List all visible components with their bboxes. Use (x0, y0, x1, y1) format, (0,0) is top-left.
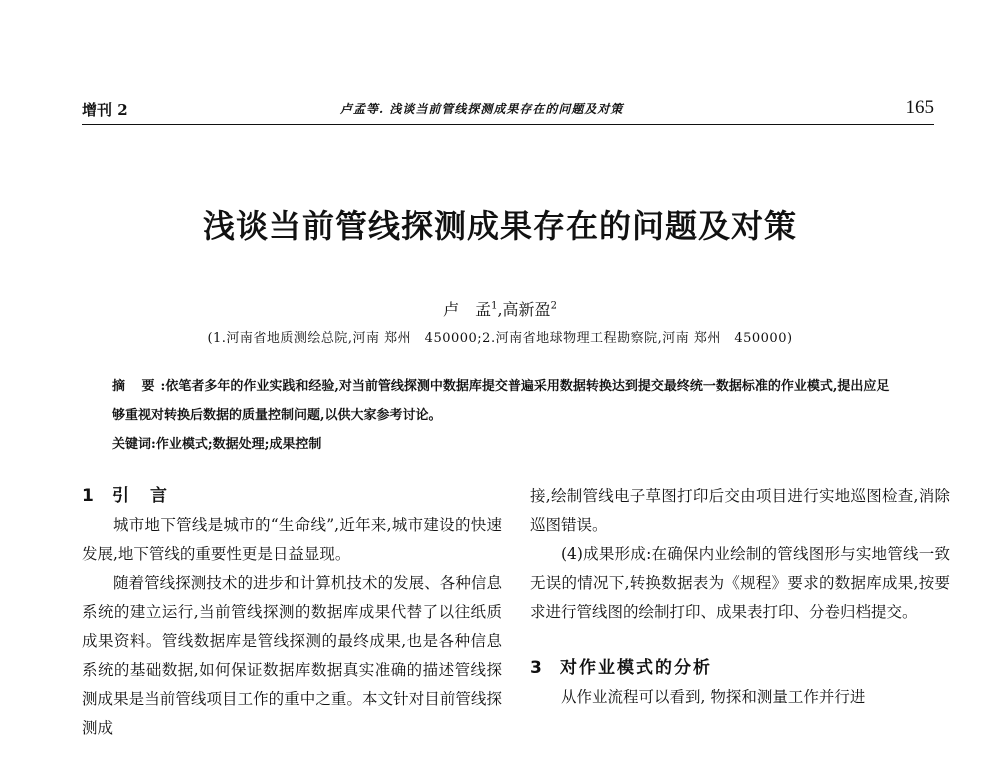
keywords (112, 430, 902, 459)
author-name: 高新盈 (502, 300, 551, 319)
page-number: 165 (905, 97, 934, 118)
section-heading (82, 482, 502, 511)
paragraph: (4)成果形成:在确保内业绘制的管线图形与实地管线一致无误的情况下,转换数据表为《规程》要求的数据库成果,按要求进行管线图的绘制打印、成果表打印、分卷归档提交。 (530, 545, 950, 621)
author-name: 卢 孟 (443, 300, 492, 319)
section-number: 3 (530, 658, 544, 678)
author-separator: , (497, 300, 503, 319)
author-affil-mark: 2 (550, 300, 557, 312)
section-gap (530, 627, 950, 654)
section-title: 对作业模式的分析 (560, 658, 712, 678)
section-number: 1 (82, 486, 96, 506)
header-rule (82, 124, 934, 125)
section-title: 引 言 (112, 486, 169, 506)
author-line (0, 297, 1000, 320)
running-title: 卢孟等. 浅谈当前管线探测成果存在的问题及对策 (340, 102, 624, 116)
author-affil-mark: 1 (491, 300, 498, 312)
keywords-label: 关键词 (112, 437, 152, 452)
abstract-text: :依笔者多年的作业实践和经验,对当前管线探测中数据库提交普遍采用数据转换达到提交最终统一数据标准的作业模式,提出应足够重视对转换后数据的质量控制问题,以供大家参考讨论。 (112, 379, 890, 423)
running-head (82, 97, 934, 123)
paragraph: 接,绘制管线电子草图打印后交由项目进行实地巡图检查,消除巡图错误。 (530, 487, 950, 534)
paragraph: 随着管线探测技术的进步和计算机技术的发展、各种信息系统的建立运行,当前管线探测的数据库成果代替了以往纸质成果资料。管线数据库是管线探测的最终成果,也是各种信息系统的基础数据,如何保证数据库数据真实准确的描述管线探测成果是当前管线项目工作的重中之重。本文针对目前管线探测成 (82, 574, 502, 737)
abstract-label: 摘 要 (112, 379, 161, 394)
paper-title: 浅谈当前管线探测成果存在的问题及对策 (202, 207, 797, 245)
left-column (82, 482, 502, 743)
section-heading (530, 654, 950, 683)
right-column (530, 482, 950, 712)
paragraph: 城市地下管线是城市的“生命线”,近年来,城市建设的快速发展,地下管线的重要性更是日益显现。 (82, 516, 502, 563)
affiliations: (1.河南省地质测绘总院,河南 郑州 450000;2.河南省地球物理工程勘察院,河南 郑州 450000) (207, 331, 793, 346)
paragraph: 从作业流程可以看到, 物探和测量工作并行进 (561, 688, 866, 706)
keywords-text: :作业模式;数据处理;成果控制 (151, 437, 322, 452)
journal-issue: 增刊 2 (82, 101, 128, 119)
abstract (112, 372, 902, 430)
